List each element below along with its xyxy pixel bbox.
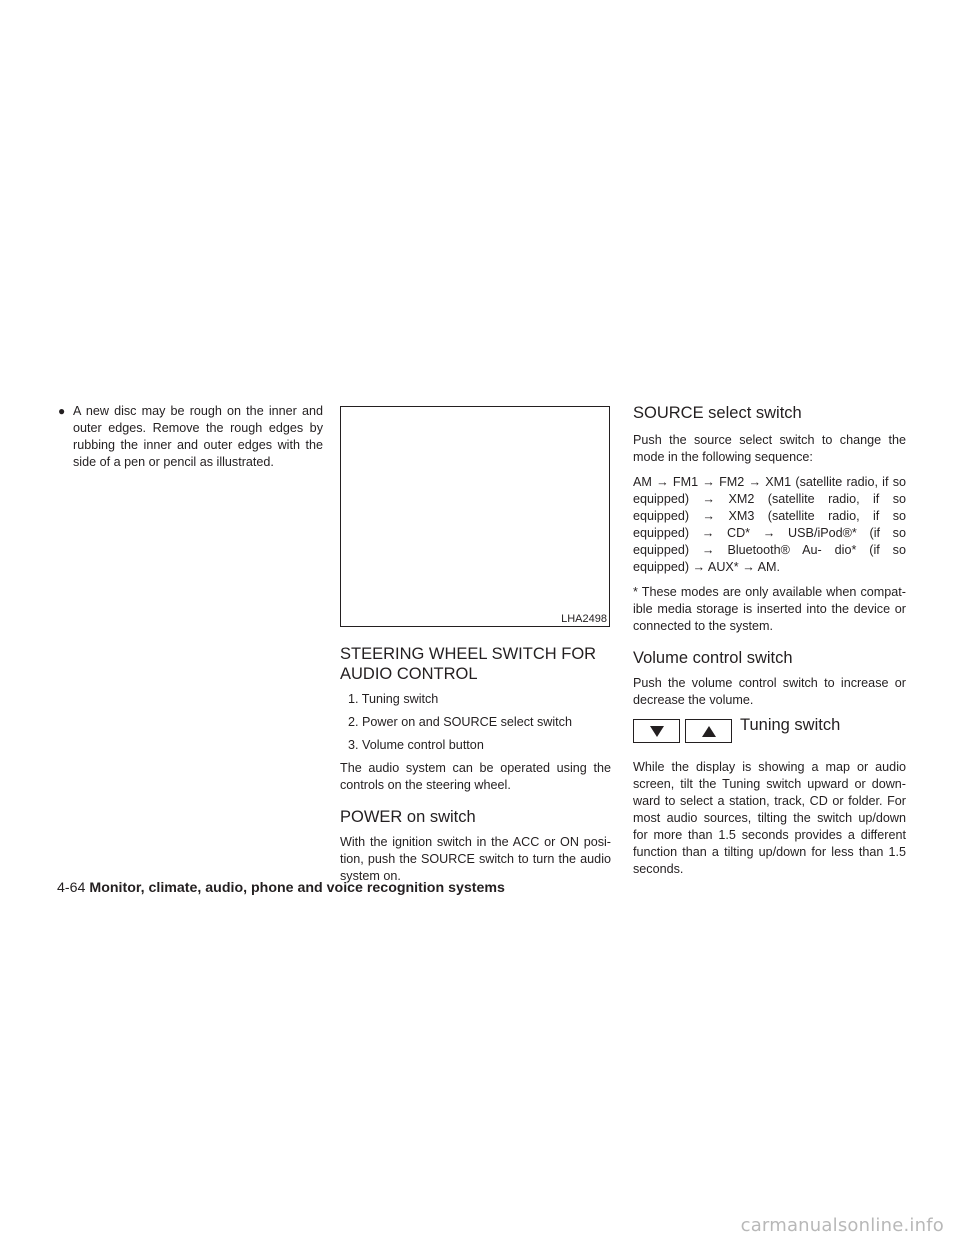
steering-heading-line2: AUDIO CONTROL <box>340 665 478 683</box>
steering-wheel-illustration <box>340 406 610 627</box>
triangle-down-icon <box>649 725 665 738</box>
steering-switch-list <box>340 691 611 754</box>
left-column <box>57 403 323 471</box>
source-sequence: AM → FM1 → FM2 → XM1 (satellite radio, if so equipped) → XM2 (satellite radio, if so equipped) → XM3 (satellite radio, if so equipped) → CD* → USB/iPod®* (if so equipped) → Bluetooth® Au- dio* (if so equipped) → AUX* → AM. <box>633 475 906 574</box>
bullet-item-disc <box>57 403 323 471</box>
bullet-symbol: ● <box>58 404 66 418</box>
volume-heading: Volume control switch <box>633 649 793 667</box>
tuning-heading-row <box>633 716 906 743</box>
page-number: 4-64 <box>57 880 86 896</box>
power-heading: POWER on switch <box>340 808 476 826</box>
source-heading: SOURCE select switch <box>633 404 802 422</box>
tuning-heading: Tuning switch <box>740 716 841 734</box>
tuning-body: While the display is showing a map or audio screen, tilt the Tuning switch upward or down- ward to select a station, track, CD or folder. For most audio sources, tilting the switch up/down for more than 1.5 seconds provides a different function than a tilting up/down for less than 1.5 seconds. <box>633 760 906 876</box>
steering-switch-heading <box>340 644 611 684</box>
chapter-title: Monitor, climate, audio, phone and voice recognition systems <box>89 880 505 896</box>
triangle-up-icon <box>701 725 717 738</box>
tuning-down-key <box>633 719 680 743</box>
source-note: * These modes are only available when compat- ible media storage is inserted into the device or connected to the system. <box>633 585 906 633</box>
watermark: carmanualsonline.info <box>740 1215 944 1236</box>
power-body: With the ignition switch in the ACC or ON posi- tion, push the SOURCE switch to turn the audio system on. <box>340 835 611 883</box>
page-footer <box>57 879 505 897</box>
list-item: 2. Power on and SOURCE select switch <box>348 715 572 729</box>
middle-column <box>340 403 611 893</box>
figure-label: LHA2498 <box>561 613 607 625</box>
steering-heading-line1: STEERING WHEEL SWITCH FOR <box>340 645 597 663</box>
bullet-text: A new disc may be rough on the inner and outer edges. Remove the rough edges by rubbing the inner and outer edges with the side of a pen or pencil as illustrated. <box>73 404 323 469</box>
tuning-up-key <box>685 719 732 743</box>
volume-body: Push the volume control switch to increase or decrease the volume. <box>633 676 906 707</box>
right-column <box>633 403 906 886</box>
list-item: 3. Volume control button <box>348 738 484 752</box>
source-intro: Push the source select switch to change the mode in the following sequence: <box>633 433 906 464</box>
list-item: 1. Tuning switch <box>348 692 439 706</box>
steering-body: The audio system can be operated using the controls on the steering wheel. <box>340 761 611 792</box>
